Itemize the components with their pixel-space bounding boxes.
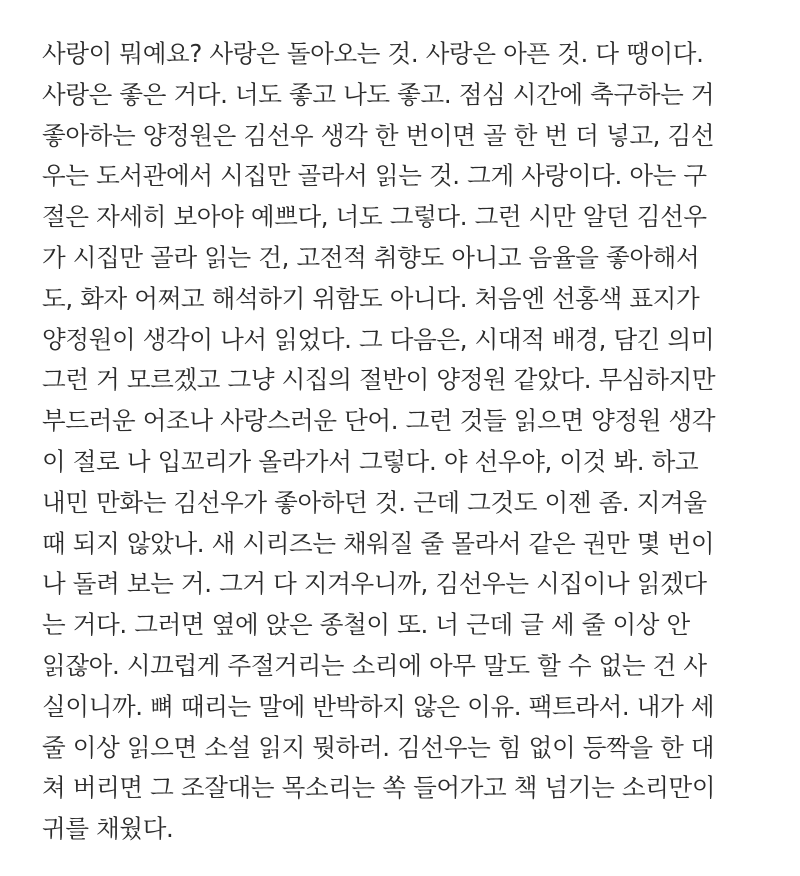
- passage-line: 귀를 채웠다.: [42, 814, 174, 844]
- passage-line: 사랑은 좋은 거다. 너도 좋고 나도 좋고. 점심 시간에 축구하는 거: [42, 79, 715, 109]
- passage-line: 사랑이 뭐예요? 사랑은 돌아오는 것. 사랑은 아픈 것. 다 땡이다.: [42, 39, 704, 68]
- passage-line: 좋아하는 양정원은 김선우 생각 한 번이면 골 한 번 더 넣고, 김선: [42, 120, 715, 150]
- passage-line: 그런 거 모르겠고 그냥 시집의 절반이 양정원 같았다. 무심하지만: [42, 365, 716, 395]
- passage-line: 때 되지 않았나. 새 시리즈는 채워질 줄 몰라서 같은 권만 몇 번이: [42, 528, 715, 558]
- passage-line: 쳐 버리면 그 조잘대는 목소리는 쏙 들어가고 책 넘기는 소리만이: [42, 773, 716, 803]
- passage-line: 가 시집만 골라 읽는 건, 고전적 취향도 아니고 음율을 좋아해서: [42, 242, 700, 272]
- passage-line: 내민 만화는 김선우가 좋아하던 것. 근데 그것도 이젠 좀. 지겨울: [42, 487, 707, 517]
- passage-line: 우는 도서관에서 시집만 골라서 읽는 것. 그게 사랑이다. 아는 구: [42, 161, 707, 191]
- passage-line: 는 거다. 그러면 옆에 앉은 종철이 또. 너 근데 글 세 줄 이상 안: [42, 610, 690, 640]
- passage-line: 실이니까. 뼈 때리는 말에 반박하지 않은 이유. 팩트라서. 내가 세: [42, 691, 715, 721]
- passage-line: 이 절로 나 입꼬리가 올라가서 그렇다. 야 선우야, 이것 봐. 하고: [42, 446, 699, 476]
- passage-line: 부드러운 어조나 사랑스러운 단어. 그런 것들 읽으면 양정원 생각: [42, 406, 716, 436]
- passage-line: 읽잖아. 시끄럽게 주절거리는 소리에 아무 말도 할 수 없는 건 사: [42, 650, 707, 680]
- passage-body: [42, 34, 770, 850]
- passage-line: 절은 자세히 보아야 예쁘다, 너도 그렇다. 그런 시만 알던 김선우: [42, 202, 707, 232]
- passage-line: 도, 화자 어쩌고 해석하기 위함도 아니다. 처음엔 선홍색 표지가: [42, 283, 700, 313]
- passage-line: 나 돌려 보는 거. 그거 다 지겨우니까, 김선우는 시집이나 읽겠다: [42, 569, 707, 599]
- passage-line: 줄 이상 읽으면 소설 읽지 뭣하러. 김선우는 힘 없이 등짝을 한 대: [42, 732, 715, 762]
- passage-line: 양정원이 생각이 나서 읽었다. 그 다음은, 시대적 배경, 담긴 의미: [42, 324, 715, 354]
